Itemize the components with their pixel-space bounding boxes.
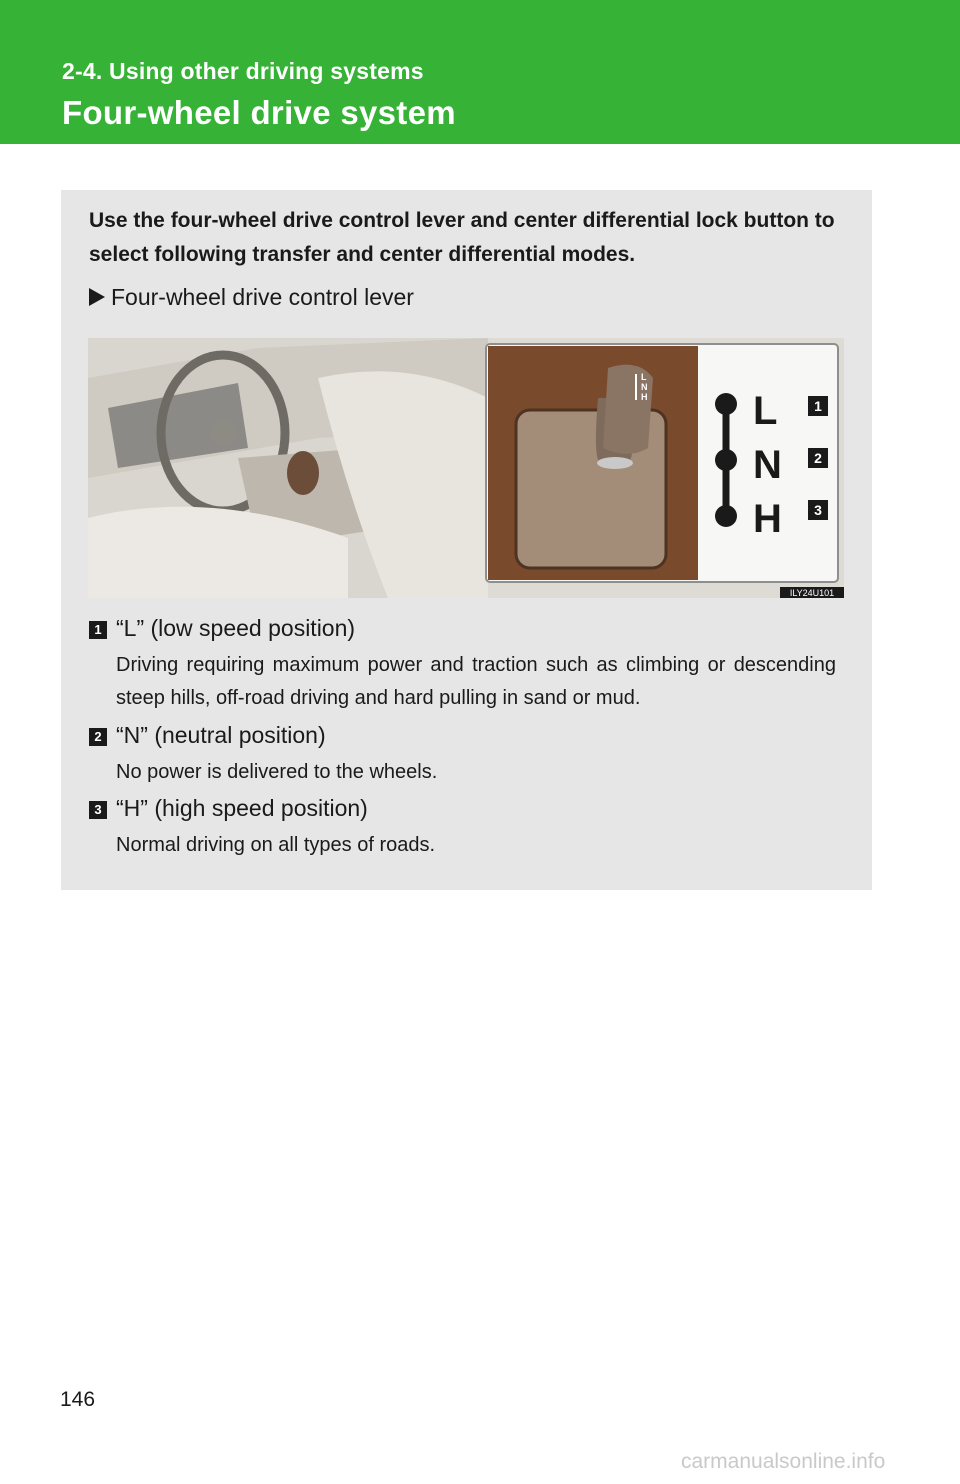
gate-dot-l <box>715 393 737 415</box>
page-title: Four-wheel drive system <box>62 94 456 131</box>
lever-illustration <box>88 338 844 598</box>
intro-text: Use the four-wheel drive control lever and center differential lock button to select following transfer and center differential modes. <box>89 209 835 266</box>
content-panel <box>61 190 872 890</box>
steering-hub <box>209 419 237 447</box>
knob-letter-l: L <box>641 372 647 382</box>
header-band <box>0 0 960 144</box>
item-title: “N” (neutral position) <box>116 722 326 748</box>
position-label-l: L <box>753 389 778 433</box>
position-label-n: N <box>753 443 782 487</box>
console-lever <box>287 451 319 495</box>
item-badge: 3 <box>89 801 107 819</box>
triangle-bullet-icon <box>89 288 105 306</box>
figure-code: ILY24U101 <box>789 588 835 598</box>
item-title: “H” (high speed position) <box>116 795 368 821</box>
watermark: carmanualsonline.info <box>681 1450 886 1473</box>
subheading-label: Four-wheel drive control lever <box>111 284 414 310</box>
subheading <box>89 284 414 311</box>
callout-number-1: 1 <box>814 398 822 414</box>
callout-number-2: 2 <box>814 450 822 466</box>
item-description: No power is delivered to the wheels. <box>116 761 438 783</box>
callout-number-3: 3 <box>814 502 822 518</box>
gate-dot-h <box>715 505 737 527</box>
section-label: 2-4. Using other driving systems <box>62 58 424 84</box>
item-description: Normal driving on all types of roads. <box>116 834 436 856</box>
position-label-h: H <box>753 497 782 541</box>
knob-letter-h: H <box>641 392 648 402</box>
item-description: Driving requiring maximum power and traction such as climbing or descending steep hills, off-road driving and hard pulling in sand or mud. <box>116 654 836 709</box>
gate-dot-n <box>715 449 737 471</box>
item-badge: 2 <box>89 728 107 746</box>
illustration-svg <box>88 338 844 598</box>
item-badge: 1 <box>89 621 107 639</box>
page-number: 146 <box>60 1388 96 1411</box>
item-title: “L” (low speed position) <box>116 615 356 641</box>
knob-letter-n: N <box>641 382 648 392</box>
lever-collar <box>597 457 633 469</box>
